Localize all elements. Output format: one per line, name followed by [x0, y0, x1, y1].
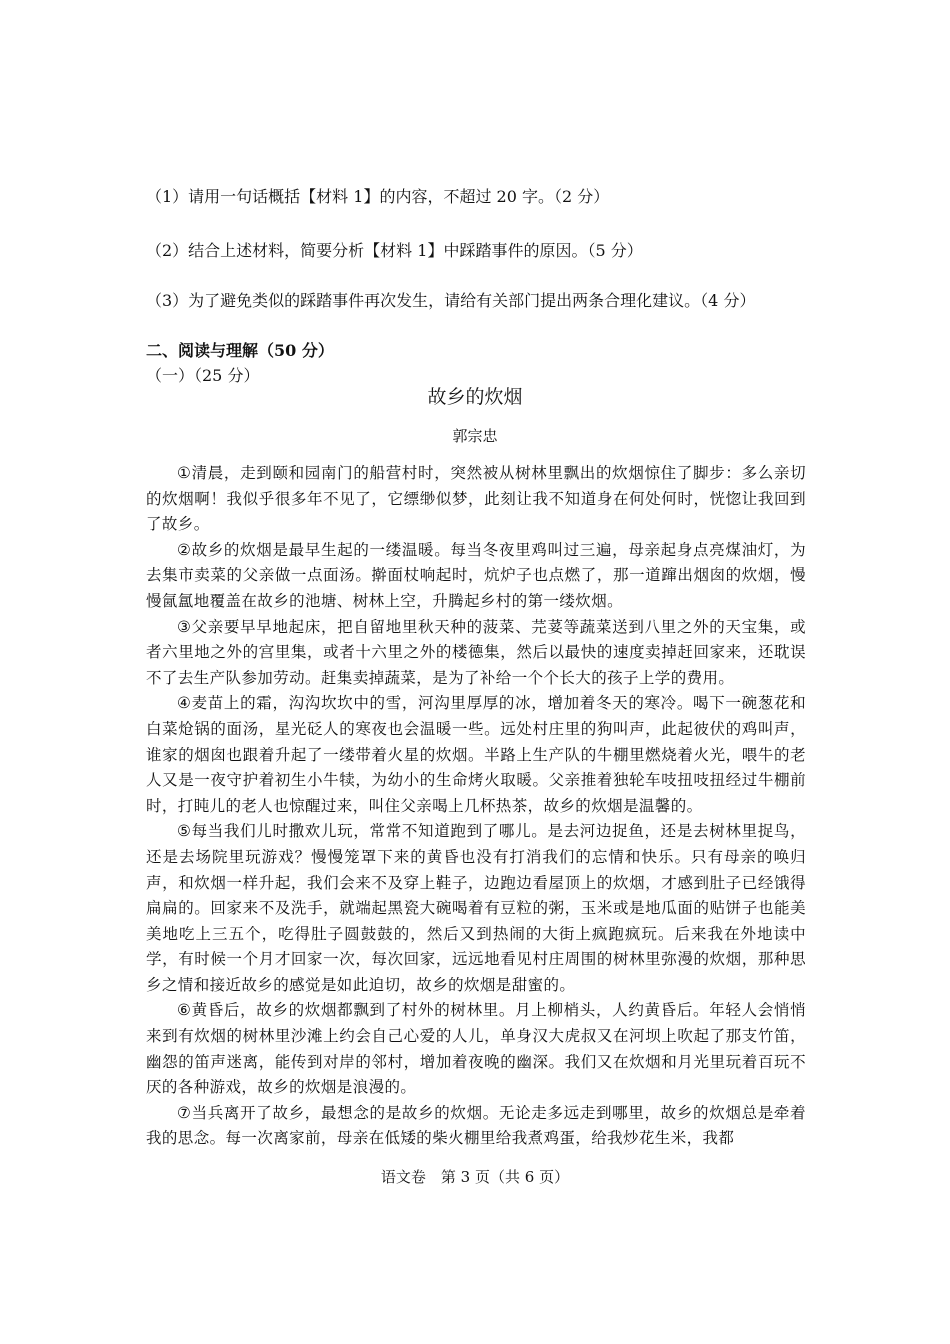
article-title: 故乡的炊烟 [427, 386, 523, 408]
question-1: （1）请用一句话概括【材料 1】的内容，不超过 20 字。（2 分） [146, 187, 610, 206]
page-footer: 语文卷 第 3 页（共 6 页） [380, 1168, 570, 1186]
article-author: 郭宗忠 [452, 427, 498, 445]
question-2: （2）结合上述材料，简要分析【材料 1】中踩踏事件的原因。（5 分） [146, 241, 643, 260]
article-body [146, 461, 806, 1152]
article-paragraph-2: ②故乡的炊烟是最早生起的一缕温暖。每当冬夜里鸡叫过三遍，母亲起身点亮煤油灯，为去集市卖菜的父亲做一点面汤。擀面杖响起时，炕炉子也点燃了，那一道蹿出烟囱的炊烟，慢慢氤氲地覆盖在故乡的池塘、树林上空，升腾起乡村的第一缕炊烟。 [146, 540, 806, 610]
article-paragraph-1: ①清晨，走到颐和园南门的船营村时，突然被从树林里飘出的炊烟惊住了脚步：多么亲切的炊烟啊！我似乎很多年不见了，它缥缈似梦，此刻让我不知道身在何处何时，恍惚让我回到了故乡。 [146, 464, 806, 534]
article-paragraph-6: ⑥黄昏后，故乡的炊烟都飘到了村外的树林里。月上柳梢头，人约黄昏后。年轻人会悄悄来到有炊烟的树林里沙滩上约会自己心爱的人儿，单身汉大虎叔又在河坝上吹起了那支竹笛，幽怨的笛声迷离，能传到对岸的邻村，增加着夜晚的幽深。我们又在炊烟和月光里玩着百玩不厌的各种游戏，故乡的炊烟是浪漫的。 [146, 1001, 806, 1097]
article-paragraph-5: ⑤每当我们儿时撒欢儿玩，常常不知道跑到了哪儿。是去河边捉鱼，还是去树林里捉鸟，还是去场院里玩游戏？慢慢笼罩下来的黄昏也没有打消我们的忘情和快乐。只有母亲的唤归声，和炊烟一样升起，我们会来不及穿上鞋子，边跑边看屋顶上的炊烟，才感到肚子已经饿得扁扁的。回家来不及洗手，就端起黑瓷大碗喝着有豆粒的粥，玉米或是地瓜面的贴饼子也能美美地吃上三五个，吃得肚子圆鼓鼓的，然后又到热闹的大街上疯跑疯玩。后来我在外地读中学，有时候一个月才回家一次，每次回家，远远地看见村庄周围的树林里弥漫的炊烟，那种思乡之情和接近故乡的感觉是如此迫切，故乡的炊烟是甜蜜的。 [146, 822, 806, 994]
section-heading: 二、阅读与理解（50 分） [146, 341, 334, 360]
article-paragraph-3: ③父亲要早早地起床，把自留地里秋天种的菠菜、芫荽等蔬菜送到八里之外的天宝集，或者六里地之外的宫里集，或者十六里之外的楼德集，然后以最快的速度卖掉赶回家来，还耽误不了去生产队参加劳动。赶集卖掉蔬菜，是为了补给一个个长大的孩子上学的费用。 [146, 617, 806, 687]
question-3: （3）为了避免类似的踩踏事件再次发生，请给有关部门提出两条合理化建议。（4 分） [146, 291, 756, 310]
section-sub-heading: （一）（25 分） [146, 366, 260, 385]
article-paragraph-7: ⑦当兵离开了故乡，最想念的是故乡的炊烟。无论走多远走到哪里，故乡的炊烟总是牵着我的思念。每一次离家前，母亲在低矮的柴火棚里给我煮鸡蛋，给我炒花生米，我都 [146, 1103, 806, 1148]
article-paragraph-4: ④麦苗上的霜，沟沟坎坎中的雪，河沟里厚厚的冰，增加着冬天的寒冷。喝下一碗葱花和白菜炝锅的面汤，星光砭人的寒夜也会温暖一些。远处村庄里的狗叫声，此起彼伏的鸡叫声，谁家的烟囱也跟着升起了一缕带着火星的炊烟。半路上生产队的牛棚里燃烧着火光，喂牛的老人又是一夜守护着初生小牛犊，为幼小的生命烤火取暖。父亲推着独轮车吱扭吱扭经过牛棚前时，打盹儿的老人也惊醒过来，叫住父亲喝上几杯热茶，故乡的炊烟是温馨的。 [146, 694, 806, 815]
